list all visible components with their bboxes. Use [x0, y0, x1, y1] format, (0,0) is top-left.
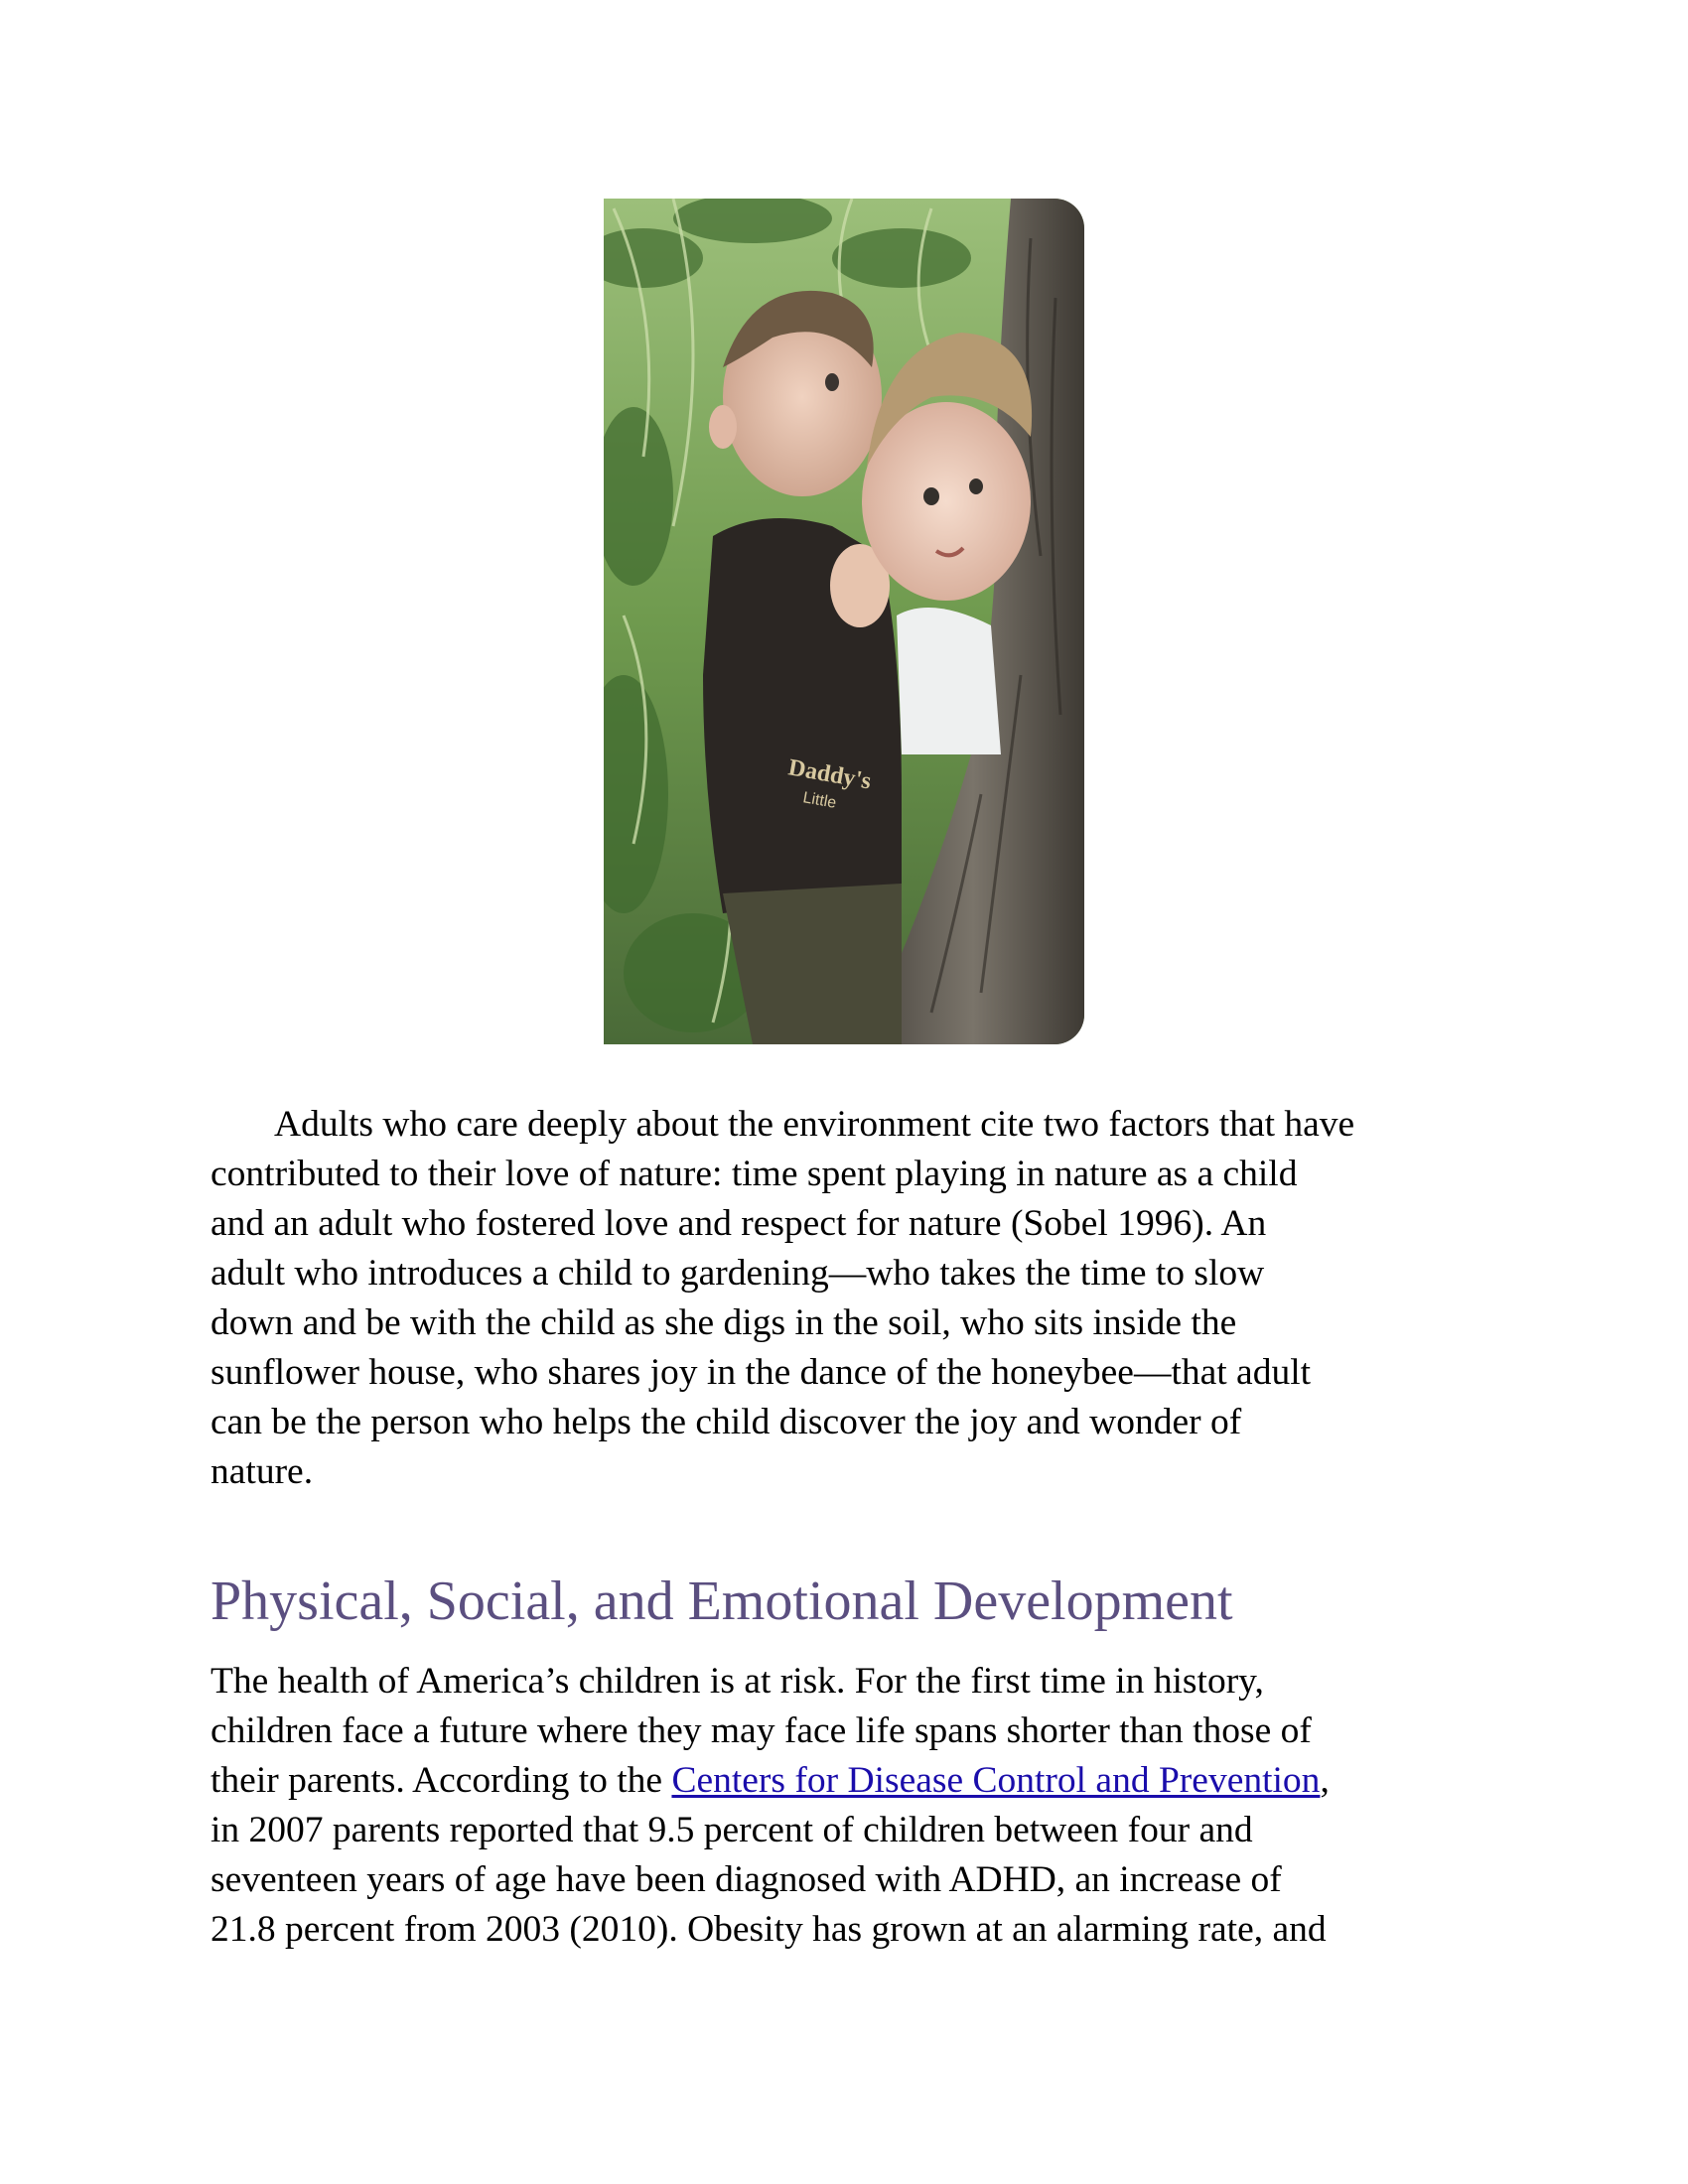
paragraph-line: contributed to their love of nature: time spent playing in nature as a child [211, 1154, 1298, 1194]
shirt-text-line1: Daddy's [785, 754, 874, 795]
paragraph-line: Adults who care deeply about the environment cite two factors that have [274, 1104, 1355, 1145]
cdc-link[interactable]: Centers for Disease Control and Prevention [671, 1760, 1321, 1801]
paragraph-line: nature. [211, 1451, 314, 1492]
intro-paragraph [211, 1100, 1501, 1497]
paragraph-line: children face a future where they may face life spans shorter than those of [211, 1710, 1312, 1751]
paragraph-line: adult who introduces a child to gardening—who takes the time to slow [211, 1253, 1265, 1294]
paragraph-line-with-link [211, 1756, 1501, 1806]
paragraph-line: seventeen years of age have been diagnosed with ADHD, an increase of [211, 1859, 1282, 1900]
line-text-after-link: , [1320, 1760, 1330, 1801]
children-in-tree-photo [604, 199, 1084, 1044]
paragraph-line: in 2007 parents reported that 9.5 percent of children between four and [211, 1810, 1253, 1850]
line-text-before-link: their parents. According to the [211, 1760, 672, 1801]
paragraph-line: The health of America’s children is at risk. For the first time in history, [211, 1661, 1264, 1702]
paragraph-line: 21.8 percent from 2003 (2010). Obesity has grown at an alarming rate, and [211, 1909, 1327, 1950]
photo-illustration [604, 199, 1084, 1044]
shirt-text-line2: Little [801, 789, 838, 812]
section-heading: Physical, Social, and Emotional Development [211, 1570, 1233, 1632]
paragraph-line: sunflower house, who shares joy in the dance of the honeybee—that adult [211, 1352, 1312, 1393]
paragraph-line: down and be with the child as she digs in the soil, who sits inside the [211, 1302, 1237, 1343]
paragraph-line: can be the person who helps the child discover the joy and wonder of [211, 1402, 1242, 1442]
paragraph-line: and an adult who fostered love and respect for nature (Sobel 1996). An [211, 1203, 1267, 1244]
health-paragraph [211, 1657, 1501, 1955]
